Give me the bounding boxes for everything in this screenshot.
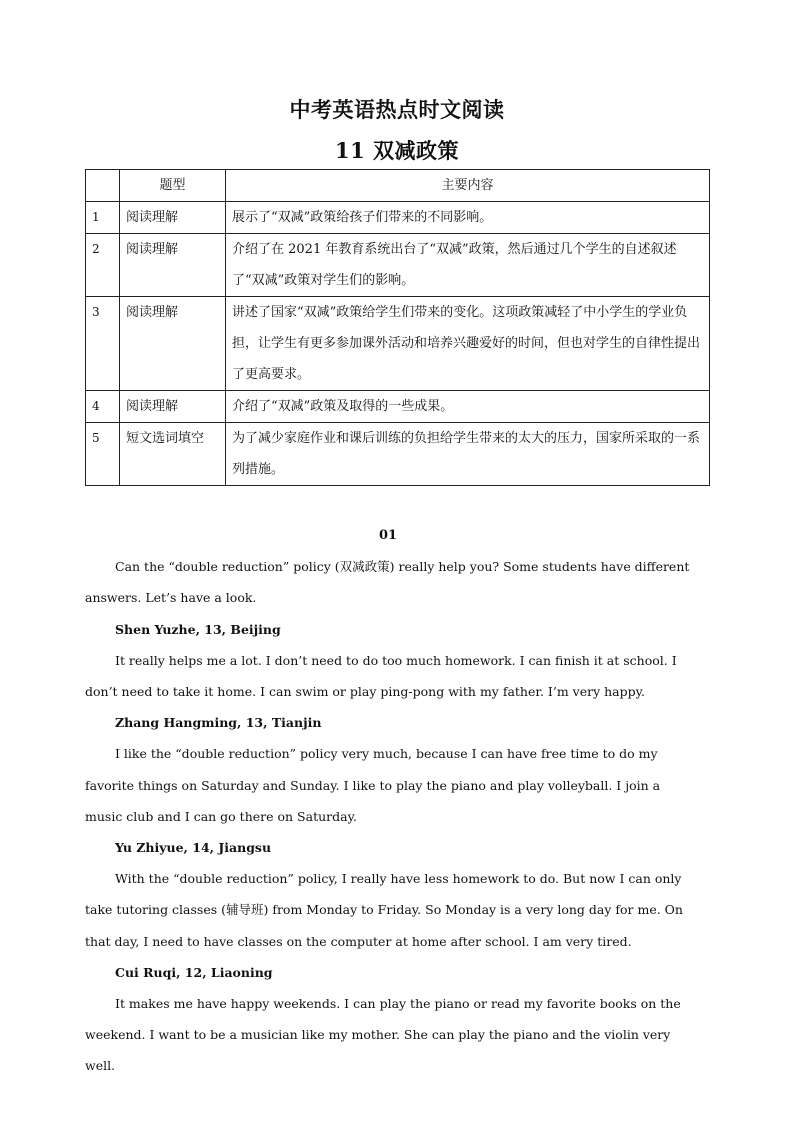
row-type: 阅读理解 [120, 202, 226, 234]
table-row [86, 297, 710, 391]
student-name: Zhang Hangming, 13, Tianjin [115, 715, 322, 731]
table-row [86, 391, 710, 423]
row-content: 介绍了在 2021 年教育系统出台了“双减”政策，然后通过几个学生的自述叙述了“双减”政策对学生们的影响。 [226, 234, 710, 297]
row-number: 5 [86, 423, 120, 486]
student-name: Cui Ruqi, 12, Liaoning [115, 964, 273, 980]
row-number: 1 [86, 202, 120, 234]
table-header-row [86, 170, 710, 202]
row-content: 介绍了“双减”政策及取得的一些成果。 [226, 391, 710, 423]
student-statement: With the “double reduction” policy, I really have less homework to do. But now I can only take tutoring classes (辅导班) from Monday to Friday. So Monday is a very long day for me. On that day, I need to have classes on the computer at home after school. I am very tired. [85, 871, 683, 949]
student-name: Yu Zhiyue, 14, Jiangsu [115, 840, 272, 856]
row-content: 讲述了国家“双减”政策给学生们带来的变化。这项政策减轻了中小学生的学业负担，让学生有更多参加课外活动和培养兴趣爱好的时间，但也对学生的自律性提出了更高要求。 [226, 297, 710, 391]
table-row [86, 423, 710, 486]
table-row [86, 234, 710, 297]
student-statement: I like the “double reduction” policy very much, because I can have free time to do my favorite things on Saturday and Sunday. I like to play the piano and play volleyball. I join a music club and I can go there on Saturday. [85, 746, 661, 824]
student-statement: It makes me have happy weekends. I can play the piano or read my favorite books on the weekend. I want to be a musician like my mother. She can play the piano and the violin very well. [85, 996, 681, 1074]
student-name: Shen Yuzhe, 13, Beijing [115, 621, 281, 637]
row-content: 展示了“双减”政策给孩子们带来的不同影响。 [226, 202, 710, 234]
page-title: 中考英语热点时文阅读 [289, 97, 505, 122]
row-type: 阅读理解 [120, 391, 226, 423]
header-cell-number [86, 170, 120, 202]
header-cell-type: 题型 [120, 170, 226, 202]
row-content: 为了减少家庭作业和课后训练的负担给学生带来的太大的压力，国家所采取的一系列措施。 [226, 423, 710, 486]
section-number: 01 [378, 528, 398, 543]
article-intro: Can the “double reduction” policy (双减政策) really help you? Some students have different answers. Let’s have a look. [85, 559, 690, 606]
header-cell-content: 主要内容 [226, 170, 710, 202]
page-subtitle: 11 双减政策 [334, 138, 460, 163]
student-statement: It really helps me a lot. I don’t need to do too much homework. I can finish it at school. I don’t need to take it home. I can swim or play ping-pong with my father. I’m very happy. [85, 652, 677, 700]
row-number: 4 [86, 391, 120, 423]
row-type: 阅读理解 [120, 234, 226, 297]
row-type: 短文选词填空 [120, 423, 226, 486]
table-row [86, 202, 710, 234]
row-type: 阅读理解 [120, 297, 226, 391]
summary-table [85, 169, 710, 486]
article-body [85, 520, 691, 1082]
row-number: 3 [86, 297, 120, 391]
row-number: 2 [86, 234, 120, 297]
